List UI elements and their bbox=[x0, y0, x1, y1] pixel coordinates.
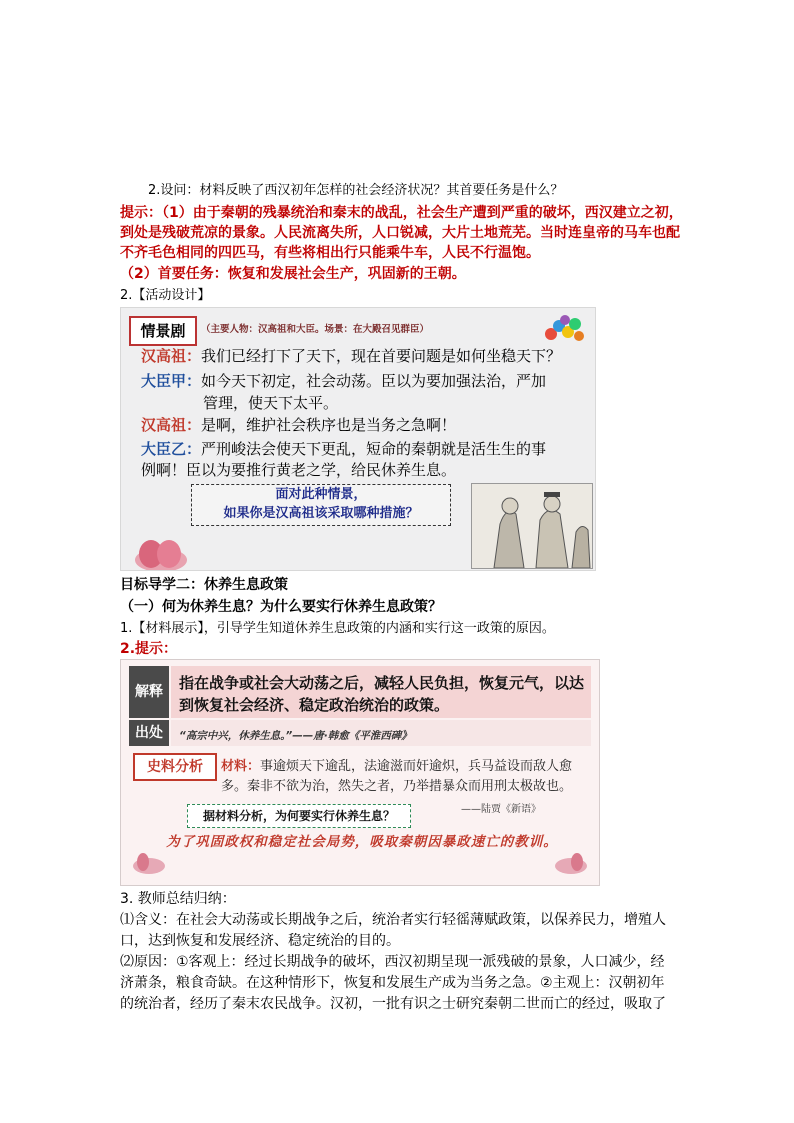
summary-heading: 3. 教师总结归纳： bbox=[120, 891, 236, 907]
goal2-heading: 目标导学二：休养生息政策 bbox=[120, 577, 288, 593]
conclusion-text: 为了巩固政权和稳定社会局势，吸取秦朝因暴政速亡的教训。 bbox=[166, 834, 558, 850]
goal2-subheading: （一）何为休养生息？为什么要实行休养生息政策？ bbox=[120, 599, 442, 615]
summary-line-3: ⑵原因：①客观上：经过长期战争的破坏，西汉初期呈现一派残破的景象，人口减少，经 bbox=[120, 954, 665, 970]
hint-line-1: 提示：（1）由于秦朝的残暴统治和秦末的战乱，社会生产遭到严重的破坏，西汉建立之初， bbox=[120, 205, 683, 221]
material-text bbox=[221, 757, 591, 797]
material-display: 1.【材料展示】，引导学生知道休养生息政策的内涵和实行这一政策的原因。 bbox=[120, 621, 555, 636]
dialogue-2 bbox=[141, 369, 591, 393]
dialogue-3 bbox=[141, 413, 591, 437]
dialogue-4-cont: 例啊！臣以为要推行黄老之学，给民休养生息。 bbox=[141, 461, 457, 479]
definition-slide bbox=[120, 659, 600, 886]
speaker: 汉高祖： bbox=[141, 347, 202, 365]
speaker: 大臣乙： bbox=[141, 440, 202, 458]
label-explanation: 解释 bbox=[129, 666, 169, 718]
label-source: 出处 bbox=[129, 720, 169, 746]
dialogue-text: 如今天下初定，社会动荡。臣以为要加强法治，严加 bbox=[201, 372, 547, 390]
lotus-right-decoration bbox=[551, 848, 591, 878]
drama-tag: 情景剧 bbox=[129, 316, 197, 346]
explanation-text: 指在战争或社会大动荡之后，减轻人民负担，恢复元气，以达到恢复社会经济、稳定政治统治的政策。 bbox=[179, 674, 585, 714]
lotus-left-decoration bbox=[129, 848, 169, 878]
scene-caption: （主要人物：汉高祖和大臣。场景：在大殿召见群臣） bbox=[201, 324, 430, 335]
summary-line-2: 口，达到恢复和发展经济、稳定统治的目的。 bbox=[120, 933, 400, 949]
drama-question bbox=[191, 484, 451, 526]
material-author: ——陆贾《新语》 bbox=[461, 804, 541, 815]
material-content: 事逾烦天下逾乱，法逾滋而奸逾炽，兵马益设而敌人愈多。秦非不欲为治，然失之者，乃举措暴众而用刑太极故也。 bbox=[221, 759, 573, 794]
summary-line-4: 济萧条，粮食奇缺。在这种情形下，恢复和发展生产成为当务之急。②主观上：汉朝初年 bbox=[120, 975, 665, 991]
material-label: 材料： bbox=[221, 759, 261, 774]
source-text: “高宗中兴，休养生息。”——唐·韩愈《平淮西碑》 bbox=[179, 730, 412, 742]
dialogue-text: 严刑峻法会使天下更乱，短命的秦朝就是活生生的事 bbox=[201, 440, 547, 458]
analysis-question: 据材料分析，为何要实行休养生息？ bbox=[187, 804, 411, 828]
dialogue-text: 是啊，维护社会秩序也是当务之急啊！ bbox=[201, 416, 457, 434]
question-line: 面对此种情景， bbox=[275, 487, 367, 502]
activity-heading: 2.【活动设计】 bbox=[120, 288, 211, 303]
dialogue-1 bbox=[141, 344, 591, 368]
flower-decoration bbox=[131, 530, 191, 570]
balloons-icon bbox=[543, 314, 585, 346]
summary-line-1: ⑴含义：在社会大动荡或长期战争之后，统治者实行轻徭薄赋政策，以保养民力，增殖人 bbox=[120, 912, 666, 928]
question-intro: 2.设问：材料反映了西汉初年怎样的社会经济状况？其首要任务是什么？ bbox=[148, 183, 564, 198]
dialogue-2-cont: 管理，使天下太平。 bbox=[203, 394, 339, 412]
hint-line-3: 不齐毛色相同的四匹马，有些将相出行只能乘牛车，人民不行温饱。 bbox=[120, 245, 540, 261]
hint-line-2: 到处是残破荒凉的景象。人民流离失所，人口锐减，大片土地荒芜。当时连皇帝的马车也配 bbox=[120, 225, 680, 241]
emperor-illustration bbox=[471, 483, 593, 569]
hint2-label: 2.提示： bbox=[120, 641, 178, 657]
question-line: 如果你是汉高祖该采取哪种措施？ bbox=[223, 506, 419, 521]
speaker: 大臣甲： bbox=[141, 372, 202, 390]
speaker: 汉高祖： bbox=[141, 416, 202, 434]
dialogue-text: 我们已经打下了天下，现在首要问题是如何坐稳天下？ bbox=[201, 347, 562, 365]
drama-slide bbox=[120, 307, 596, 571]
summary-line-5: 的统治者，经历了秦末农民战争。汉初，一批有识之士研究秦朝二世而亡的经过，吸取了 bbox=[120, 996, 666, 1012]
analysis-tag: 史料分析 bbox=[133, 753, 217, 781]
hint-line-4: （2）首要任务：恢复和发展社会生产，巩固新的王朝。 bbox=[120, 266, 466, 282]
